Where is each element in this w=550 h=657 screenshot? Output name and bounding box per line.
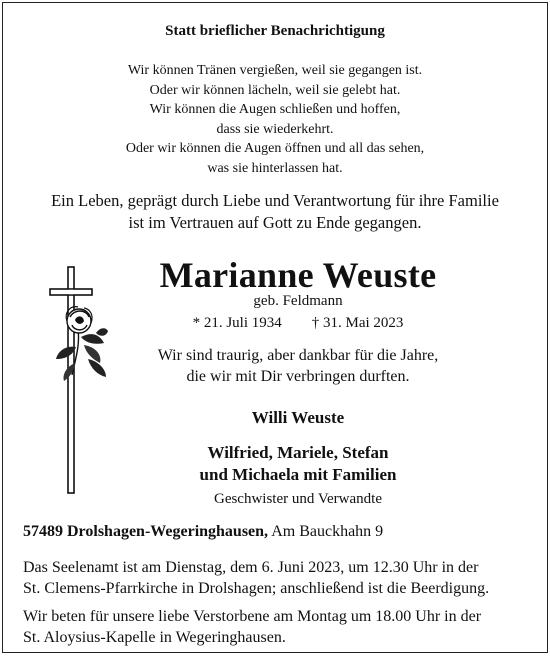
address-city: 57489 Drolshagen-Wegeringhausen,: [23, 523, 269, 540]
poem-line: Oder wir können die Augen öffnen und all das sehen,: [125, 141, 425, 157]
poem: [3, 61, 547, 179]
deceased-name: Marianne Weuste: [159, 255, 437, 295]
notice-heading: Statt brieflicher Benachrichtigung: [165, 23, 385, 39]
prayer-line: Wir beten für unsere liebe Verstorbene am Montag um 18.00 Uhr in der: [23, 608, 482, 625]
birth-date: * 21. Juli 1934: [192, 315, 282, 331]
mourning-address: [23, 523, 533, 541]
mourner-children-line: Wilfried, Mariele, Stefan: [207, 443, 389, 462]
intro-line: Ein Leben, geprägt durch Liebe und Verantwortung für ihre Familie: [51, 191, 499, 210]
requiem-info: [23, 557, 533, 599]
address-street: Am Bauckhahn 9: [271, 523, 384, 540]
mourner-relatives: Geschwister und Verwandte: [213, 491, 382, 507]
condolence-text: [98, 345, 498, 387]
condolence-line: die wir mit Dir verbringen durften.: [186, 368, 410, 385]
mourner-children: [98, 442, 498, 486]
poem-line: was sie hinterlassen hat.: [207, 160, 343, 176]
condolence-line: Wir sind traurig, aber dankbar für die Jahre,: [157, 347, 439, 364]
prayer-line: St. Aloysius-Kapelle in Wegeringhausen.: [23, 629, 286, 646]
requiem-line: Das Seelenamt ist am Dienstag, dem 6. Juni 2023, um 12.30 Uhr in der: [23, 559, 479, 576]
poem-line: Wir können die Augen schließen und hoffen,: [149, 102, 401, 118]
poem-line: Oder wir können lächeln, weil sie gelebt hat.: [149, 82, 401, 98]
intro-line: ist im Vertrauen auf Gott zu Ende gegangen.: [128, 213, 422, 232]
maiden-name: geb. Feldmann: [253, 293, 343, 309]
death-date: † 31. Mai 2023: [311, 315, 404, 331]
obituary-notice: [2, 2, 548, 653]
intro-text: [3, 190, 547, 234]
mourner-children-line: und Michaela mit Familien: [199, 465, 397, 484]
requiem-line: St. Clemens-Pfarrkirche in Drolshagen; anschließend ist die Beerdigung.: [23, 580, 490, 597]
poem-line: Wir können Tränen vergießen, weil sie gegangen ist.: [127, 63, 423, 78]
prayer-info: [23, 606, 533, 648]
poem-line: dass sie wiederkehrt.: [216, 121, 334, 137]
life-dates: [98, 315, 498, 332]
mourner-spouse: Willi Weuste: [251, 408, 345, 427]
